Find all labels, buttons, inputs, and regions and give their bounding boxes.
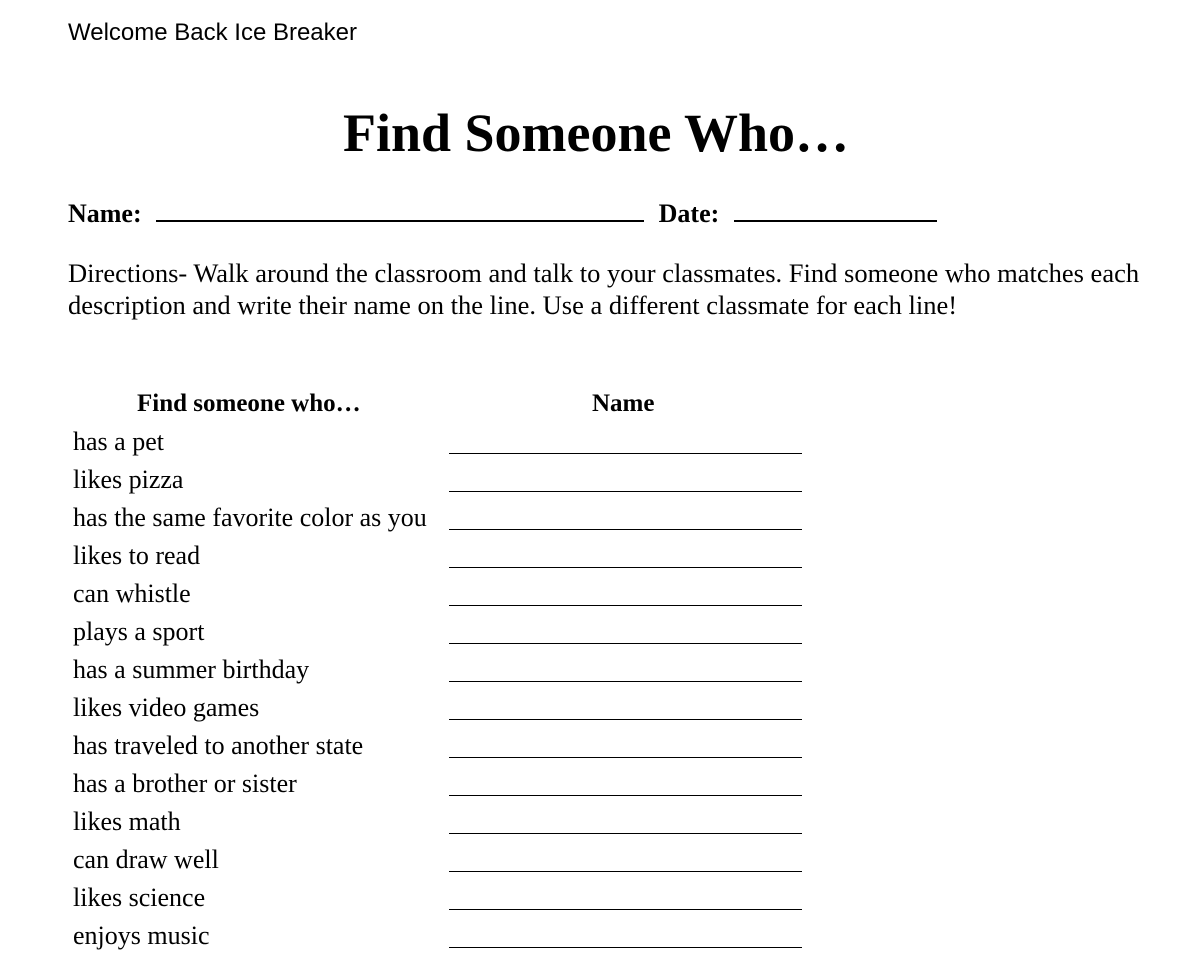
- list-item: [73, 500, 833, 538]
- name-answer-line[interactable]: [449, 871, 802, 872]
- name-answer-line[interactable]: [449, 947, 802, 948]
- item-description: likes science: [73, 883, 206, 912]
- name-answer-line[interactable]: [449, 795, 802, 796]
- item-description: likes pizza: [73, 465, 184, 494]
- page-title: Find Someone Who…: [342, 103, 850, 163]
- date-label: Date:: [658, 199, 720, 228]
- name-answer-line[interactable]: [449, 719, 802, 720]
- document-header: Welcome Back Ice Breaker: [68, 19, 357, 46]
- list-item: [73, 880, 833, 918]
- item-description: can draw well: [73, 845, 219, 874]
- name-answer-line[interactable]: [449, 529, 802, 530]
- column-header-name: Name: [592, 390, 655, 417]
- item-description: has a brother or sister: [73, 769, 297, 798]
- list-item: [73, 842, 833, 880]
- item-description: enjoys music: [73, 921, 210, 950]
- item-description: has the same favorite color as you: [73, 503, 427, 532]
- list-item: [73, 728, 833, 766]
- name-label: Name:: [68, 199, 142, 228]
- column-header-find-someone: Find someone who…: [137, 390, 361, 417]
- list-item: [73, 576, 833, 614]
- list-item: [73, 804, 833, 842]
- list-item: [73, 766, 833, 804]
- item-description: has a pet: [73, 427, 164, 456]
- name-answer-line[interactable]: [449, 605, 802, 606]
- name-answer-line[interactable]: [449, 681, 802, 682]
- list-item: [73, 614, 833, 652]
- name-date-row: [68, 194, 937, 230]
- date-blank-line[interactable]: [734, 194, 937, 222]
- name-answer-line[interactable]: [449, 567, 802, 568]
- directions-text: Directions- Walk around the classroom and talk to your classmates. Find someone who matches each description and write their name on the line. Use a different classmate for each line!: [68, 258, 1140, 320]
- item-description: plays a sport: [73, 617, 205, 646]
- name-answer-line[interactable]: [449, 757, 802, 758]
- name-answer-line[interactable]: [449, 909, 802, 910]
- list-item: [73, 652, 833, 690]
- name-answer-line[interactable]: [449, 643, 802, 644]
- name-answer-line[interactable]: [449, 491, 802, 492]
- item-description: likes math: [73, 807, 181, 836]
- list-item: [73, 538, 833, 576]
- list-item: [73, 690, 833, 728]
- name-blank-line[interactable]: [156, 194, 644, 222]
- item-description: can whistle: [73, 579, 191, 608]
- item-description: has a summer birthday: [73, 655, 310, 684]
- list-item: [73, 462, 833, 500]
- item-description: has traveled to another state: [73, 731, 364, 760]
- name-answer-line[interactable]: [449, 453, 802, 454]
- find-someone-list: [73, 424, 833, 956]
- item-description: likes to read: [73, 541, 201, 570]
- list-item: [73, 918, 833, 956]
- item-description: likes video games: [73, 693, 260, 722]
- name-answer-line[interactable]: [449, 833, 802, 834]
- list-item: [73, 424, 833, 462]
